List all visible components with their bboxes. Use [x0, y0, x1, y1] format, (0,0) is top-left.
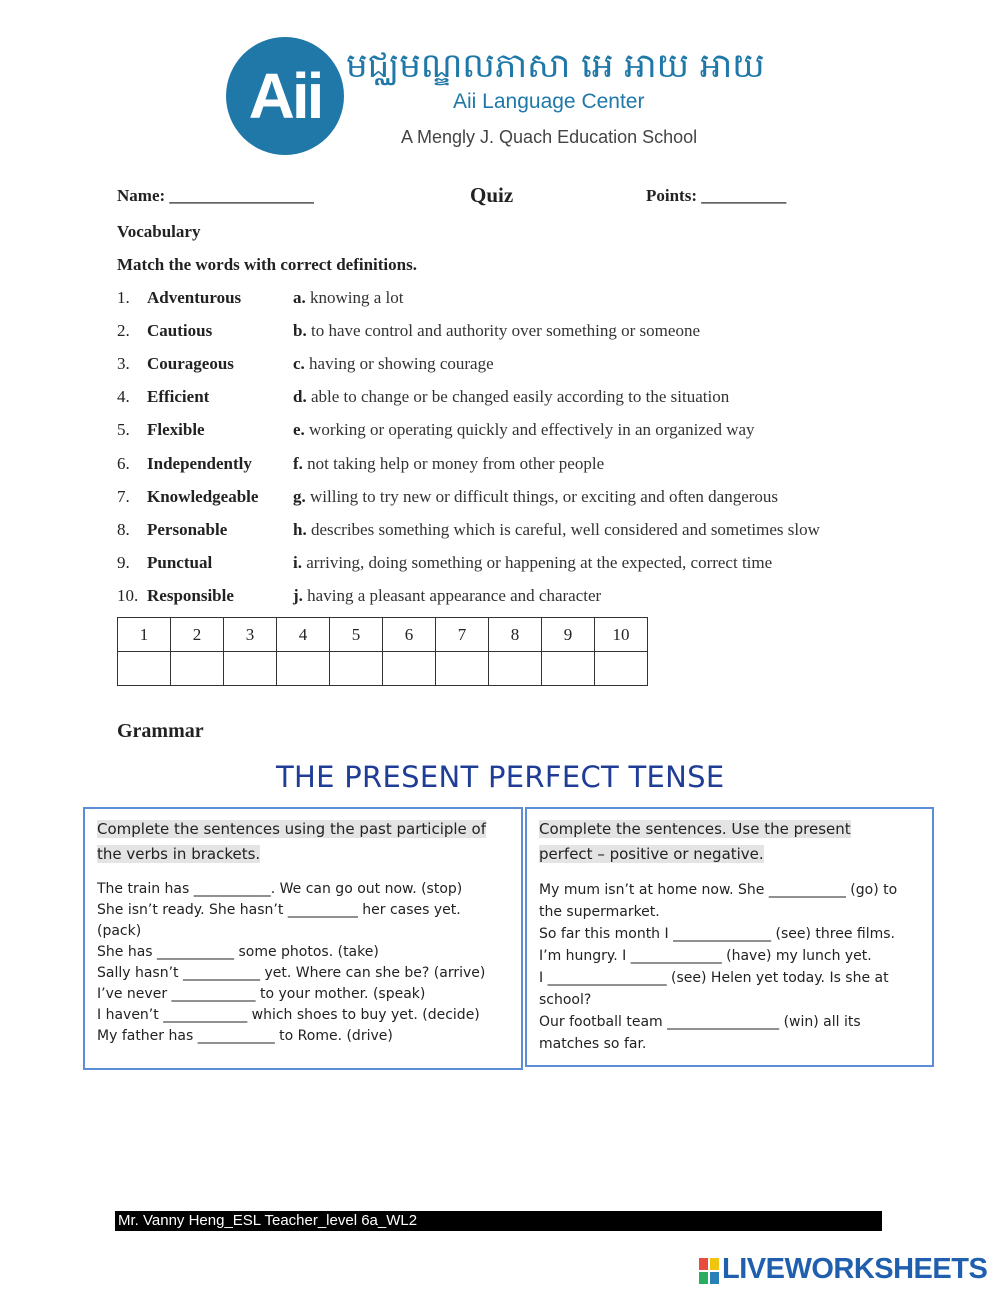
vocab-item-number: 5.	[117, 420, 130, 439]
definition-letter: f.	[293, 454, 303, 473]
left-exercise-sentences	[97, 879, 509, 1047]
answer-table-header-row	[118, 618, 648, 652]
liveworksheets-logo-icon	[699, 1258, 719, 1284]
definition-letter: i.	[293, 553, 302, 572]
vocab-word: Efficient	[147, 387, 210, 406]
liveworksheets-brand: LIVEWORKSHEETS	[722, 1253, 988, 1285]
answer-table	[117, 617, 648, 686]
vocabulary-heading: Vocabulary	[117, 222, 201, 241]
vocab-item-number: 8.	[117, 520, 130, 539]
definition-text: to have control and authority over something or someone	[310, 321, 700, 340]
exercise-sentence[interactable]: Sally hasn’t ___________ yet. Where can she be? (arrive)	[97, 965, 486, 981]
grammar-title: THE PRESENT PERFECT TENSE	[276, 760, 725, 794]
exercise-sentence[interactable]: I’ve never ____________ to your mother. (speak)	[97, 986, 426, 1002]
answer-table-number: 8	[489, 618, 542, 652]
vocab-definition	[293, 454, 604, 474]
exercise-sentence[interactable]: Our football team ________________ (win) all its matches so far.	[539, 1014, 861, 1052]
exercise-sentence[interactable]: I haven’t ____________ which shoes to buy yet. (decide)	[97, 1007, 480, 1023]
school-name: A Mengly J. Quach Education School	[401, 127, 698, 147]
definition-text: having or showing courage	[309, 354, 494, 373]
answer-table-number: 6	[383, 618, 436, 652]
definition-text: knowing a lot	[310, 288, 404, 307]
vocab-word: Personable	[147, 520, 228, 539]
vocab-item-number: 1.	[117, 288, 130, 307]
exercise-sentence[interactable]: So far this month I ______________ (see) three films.	[539, 926, 896, 942]
answer-table-number: 4	[277, 618, 330, 652]
answer-table-answer-row	[118, 652, 648, 686]
vocab-word: Cautious	[147, 321, 213, 340]
vocabulary-instruction: Match the words with correct definitions.	[117, 255, 417, 274]
quiz-title: Quiz	[470, 183, 514, 207]
vocab-definition	[293, 321, 700, 341]
answer-input-cell[interactable]	[383, 652, 436, 686]
vocab-item-number: 9.	[117, 553, 130, 572]
answer-input-cell[interactable]	[171, 652, 224, 686]
left-exercise-box	[83, 807, 523, 1070]
definition-text: able to change or be changed easily according to the situation	[310, 387, 730, 406]
vocab-definition	[293, 586, 601, 606]
right-exercise-sentences	[539, 879, 914, 1055]
answer-table-number: 9	[542, 618, 595, 652]
vocab-word: Courageous	[147, 354, 234, 373]
answer-input-cell[interactable]	[595, 652, 648, 686]
answer-table-number: 3	[224, 618, 277, 652]
logo-text: Aii	[248, 60, 322, 132]
definition-text: not taking help or money from other people	[307, 454, 605, 473]
center-name: Aii Language Center	[453, 90, 645, 113]
exercise-sentence[interactable]: The train has ___________. We can go out now. (stop)	[97, 881, 463, 897]
vocab-definition	[293, 487, 778, 507]
name-field-label[interactable]: Name: _________________	[117, 186, 314, 205]
vocab-definition	[293, 420, 755, 440]
answer-input-cell[interactable]	[224, 652, 277, 686]
definition-letter: g.	[293, 487, 306, 506]
vocab-word: Punctual	[147, 553, 213, 572]
vocab-word: Responsible	[147, 586, 234, 605]
answer-input-cell[interactable]	[436, 652, 489, 686]
vocab-word: Knowledgeable	[147, 487, 259, 506]
answer-table-number: 10	[595, 618, 648, 652]
definition-text: working or operating quickly and effectively in an organized way	[309, 420, 755, 439]
definition-letter: d.	[293, 387, 307, 406]
vocab-item-number: 4.	[117, 387, 130, 406]
answer-table-number: 1	[118, 618, 171, 652]
exercise-sentence[interactable]: She isn’t ready. She hasn’t __________ her cases yet. (pack)	[97, 902, 461, 939]
vocab-word: Flexible	[147, 420, 205, 439]
vocab-word: Independently	[147, 454, 252, 473]
exercise-sentence[interactable]: My father has ___________ to Rome. (drive)	[97, 1028, 393, 1044]
vocab-item-number: 10.	[117, 586, 139, 605]
vocab-definition	[293, 553, 772, 573]
definition-text: having a pleasant appearance and character	[307, 586, 602, 605]
khmer-school-name: មជ្ឈមណ្ឌលភាសា អេ អាយ អាយ	[346, 46, 765, 86]
footer-teacher-text: Mr. Vanny Heng_ESL Teacher_level 6a_WL2	[118, 1212, 418, 1229]
answer-table-number: 7	[436, 618, 489, 652]
definition-letter: j.	[293, 586, 303, 605]
definition-text: arriving, doing something or happening at the expected, correct time	[306, 553, 773, 572]
right-exercise-instruction: Complete the sentences. Use the present perfect – positive or negative.	[539, 820, 851, 863]
vocab-definition	[293, 288, 404, 308]
exercise-sentence[interactable]: I _________________ (see) Helen yet today. Is she at school?	[539, 970, 889, 1008]
grammar-heading: Grammar	[117, 720, 204, 742]
exercise-sentence[interactable]: She has ___________ some photos. (take)	[97, 944, 379, 960]
answer-input-cell[interactable]	[118, 652, 171, 686]
answer-input-cell[interactable]	[489, 652, 542, 686]
answer-input-cell[interactable]	[542, 652, 595, 686]
definition-letter: a.	[293, 288, 306, 307]
vocab-item-number: 3.	[117, 354, 130, 373]
answer-table-number: 2	[171, 618, 224, 652]
definition-text: willing to try new or difficult things, or exciting and often dangerous	[310, 487, 779, 506]
definition-letter: h.	[293, 520, 307, 539]
answer-input-cell[interactable]	[330, 652, 383, 686]
definition-letter: c.	[293, 354, 305, 373]
right-exercise-box	[525, 807, 934, 1067]
definition-letter: e.	[293, 420, 305, 439]
answer-input-cell[interactable]	[277, 652, 330, 686]
vocab-definition	[293, 520, 820, 540]
exercise-sentence[interactable]: My mum isn’t at home now. She ___________ (go) to the supermarket.	[539, 882, 898, 920]
vocab-word: Adventurous	[147, 288, 242, 307]
points-field-label[interactable]: Points: __________	[646, 186, 787, 205]
definition-letter: b.	[293, 321, 307, 340]
vocab-definition	[293, 354, 494, 374]
vocab-item-number: 6.	[117, 454, 130, 473]
vocab-definition	[293, 387, 729, 407]
left-exercise-instruction: Complete the sentences using the past participle of the verbs in brackets.	[97, 820, 487, 863]
exercise-sentence[interactable]: I’m hungry. I _____________ (have) my lunch yet.	[539, 948, 872, 964]
vocab-item-number: 2.	[117, 321, 130, 340]
definition-text: describes something which is careful, well considered and sometimes slow	[310, 520, 820, 539]
vocab-item-number: 7.	[117, 487, 130, 506]
answer-table-number: 5	[330, 618, 383, 652]
